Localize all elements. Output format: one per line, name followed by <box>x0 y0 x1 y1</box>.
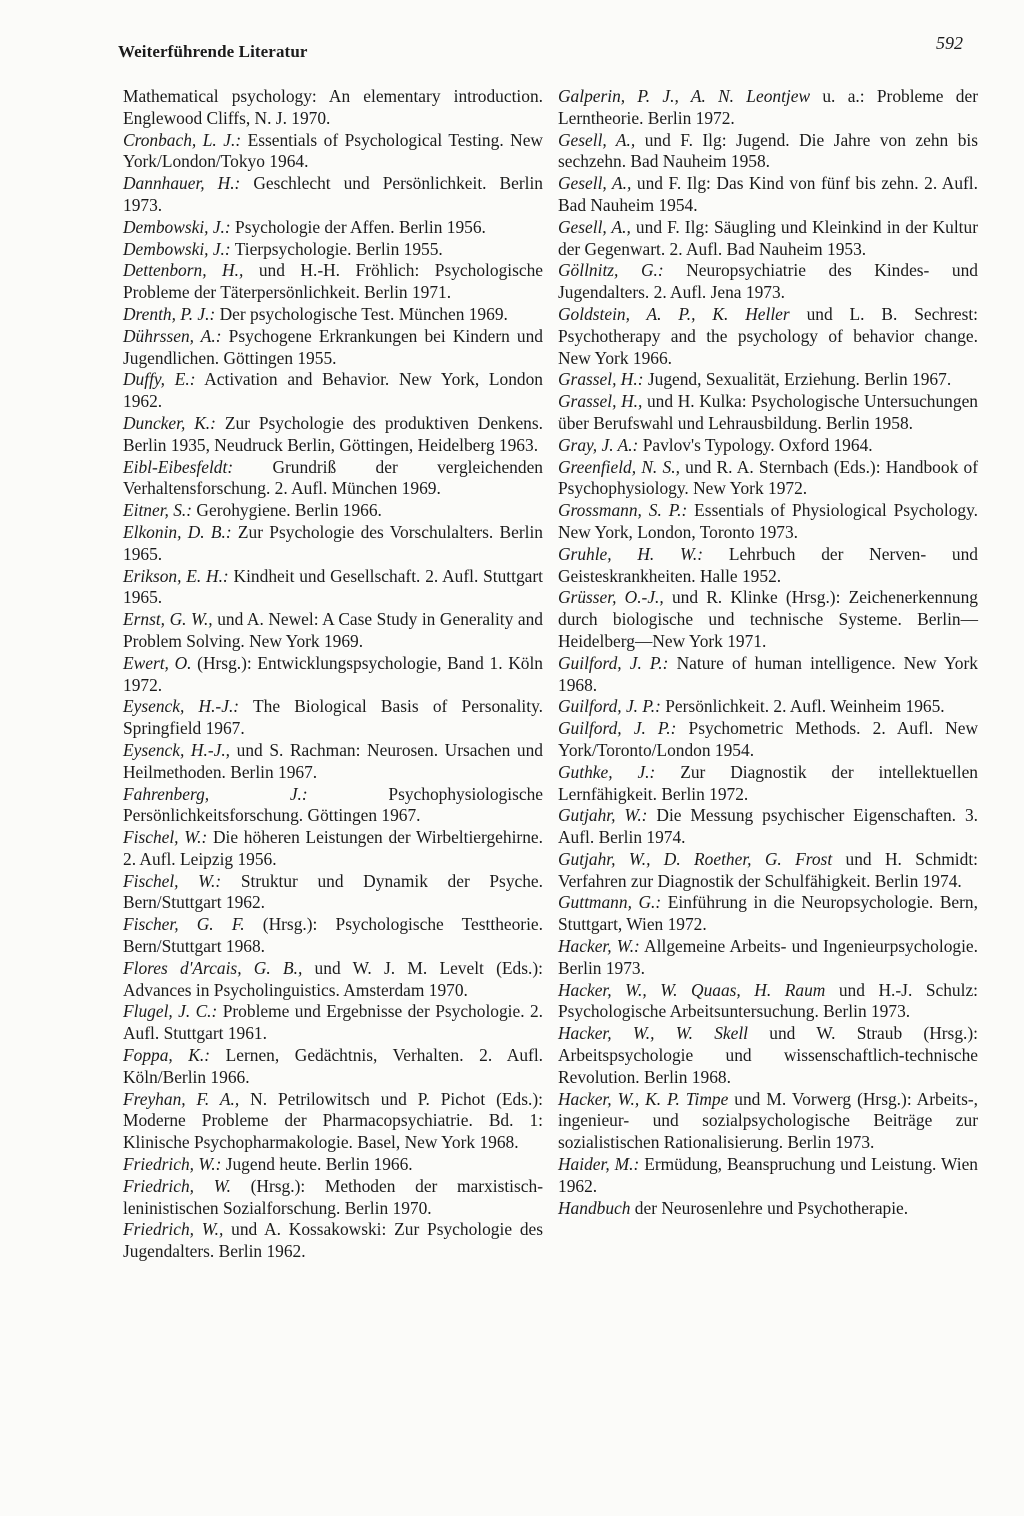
entry-author: Eysenck, H.-J.: <box>123 696 240 717</box>
entry-author: Greenfield, N. S., <box>558 456 680 477</box>
entry-text: Psychologie der Affen. Berlin 1956. <box>230 216 486 237</box>
entry-text: Probleme und Ergebnisse der Psychologie. 2. Aufl. Stuttgart 1961. <box>123 1001 543 1044</box>
entry-author: Haider, M.: <box>558 1154 640 1175</box>
bibliography-entry <box>123 827 543 871</box>
entry-text: Struktur und Dynamik der Psyche. Bern/Stuttgart 1962. <box>123 870 543 913</box>
entry-text: und L. B. Sechrest: Psychotherapy and the psychology of behavior change. New York 1966. <box>558 303 978 368</box>
entry-text: Der psychologische Test. München 1969. <box>215 303 508 324</box>
entry-author: Handbuch <box>558 1197 631 1218</box>
bibliography-entry <box>123 130 543 174</box>
entry-author: Friedrich, W., <box>123 1219 224 1240</box>
entry-author: Erikson, E. H.: <box>123 565 229 586</box>
bibliography-entry <box>123 239 543 261</box>
entry-text: Essentials of Psychological Testing. New York/London/Tokyo 1964. <box>123 129 543 172</box>
entry-author: Hacker, W., W. Skell <box>558 1023 749 1044</box>
bibliography-entry <box>558 369 978 391</box>
entry-author: Elkonin, D. B.: <box>123 521 232 542</box>
entry-text: Die höheren Leistungen der Wirbeltiergehirne. 2. Aufl. Leipzig 1956. <box>123 827 543 869</box>
entry-author: Grassel, H., <box>558 391 643 412</box>
bibliography-entry <box>123 784 543 828</box>
entry-author: Guthke, J.: <box>558 761 656 782</box>
entry-author: Freyhan, F. A., <box>123 1088 240 1109</box>
bibliography-entry <box>123 696 543 740</box>
entry-author: Flugel, J. C.: <box>123 1001 218 1022</box>
bibliography-entry <box>123 1219 543 1263</box>
entry-text: Ermüdung, Beanspruchung und Leistung. Wien 1962. <box>558 1154 978 1196</box>
bibliography-entry <box>558 1198 978 1220</box>
entry-author: Dettenborn, H., <box>123 260 244 281</box>
bibliography-entry <box>123 871 543 915</box>
entry-text: und M. Vorwerg (Hrsg.): Arbeits-, ingenieur- und sozialpsychologische Beiträge zur sozialistischen Rationalisierung. Berlin 1973. <box>558 1088 979 1153</box>
bibliography-entry <box>123 740 543 784</box>
bibliography-entry <box>123 522 543 566</box>
bibliography-entry <box>123 1176 543 1220</box>
entry-text: Zur Psychologie des Vorschulalters. Berlin 1965. <box>123 521 543 564</box>
entry-text: und A. Newel: A Case Study in Generality and Problem Solving. New York 1969. <box>123 609 543 651</box>
entry-text: Tierpsychologie. Berlin 1955. <box>230 238 443 259</box>
bibliography-entry <box>558 1023 978 1088</box>
entry-text: der Neurosenlehre und Psychotherapie. <box>630 1197 909 1218</box>
entry-text: Einführung in die Neuropsychologie. Bern, Stuttgart, Wien 1972. <box>558 892 978 935</box>
entry-author: Hacker, W., K. P. Timpe <box>558 1088 729 1109</box>
entry-text: Zur Psychologie des produktiven Denkens. Berlin 1935, Neudruck Berlin, Göttingen, Heidelberg 1963. <box>123 412 543 455</box>
bibliography-entry <box>558 1089 978 1154</box>
bibliography-entry <box>123 1001 543 1045</box>
bibliography-entry <box>123 609 543 653</box>
bibliography-entry <box>558 130 978 174</box>
entry-text: und W. J. M. Levelt (Eds.): Advances in Psycholinguistics. Amsterdam 1970. <box>123 957 543 1000</box>
entry-text: Lernen, Gedächtnis, Verhalten. 2. Aufl. Köln/Berlin 1966. <box>123 1045 543 1087</box>
bibliography-entry <box>123 1045 543 1089</box>
entry-text: und F. Ilg: Säugling und Kleinkind in der Kultur der Gegenwart. 2. Aufl. Bad Nauheim 1953. <box>558 216 978 259</box>
bibliography-entry <box>558 457 978 501</box>
bibliography-entry <box>558 718 978 762</box>
entry-author: Hacker, W., W. Quaas, H. Raum <box>558 979 826 1000</box>
entry-author: Dührssen, A.: <box>123 325 222 346</box>
entry-author: Cronbach, L. J.: <box>123 129 242 150</box>
entry-author: Hacker, W.: <box>558 936 640 957</box>
bibliography-entry <box>558 435 978 457</box>
bibliography-entry <box>123 217 543 239</box>
entry-text: Geschlecht und Persönlichkeit. Berlin 1973. <box>123 173 543 215</box>
bibliography-entry <box>558 86 978 130</box>
entry-text: Lehrbuch der Nerven- und Geisteskrankheiten. Halle 1952. <box>558 543 978 586</box>
bibliography-entry <box>558 805 978 849</box>
bibliography-column-right <box>558 86 978 1219</box>
entry-text: und R. Klinke (Hrsg.): Zeichenerkennung durch biologische und technische Systeme. Berlin—Heidelberg—New York 1971. <box>558 587 978 651</box>
entry-author: Guilford, J. P.: <box>558 696 661 717</box>
entry-author: Flores d'Arcais, G. B., <box>123 957 303 978</box>
bibliography-entry <box>558 544 978 588</box>
bibliography-entry <box>558 892 978 936</box>
entry-author: Gesell, A., <box>558 173 632 194</box>
entry-author: Ewert, O. <box>123 652 192 673</box>
entry-text: Jugend, Sexualität, Erziehung. Berlin 1967. <box>643 369 952 390</box>
entry-author: Fahrenberg, J.: <box>123 783 308 804</box>
entry-text: und R. A. Sternbach (Eds.): Handbook of Psychophysiology. New York 1972. <box>558 456 978 499</box>
entry-text: (Hrsg.): Psychologische Testtheorie. Bern/Stuttgart 1968. <box>123 914 543 957</box>
bibliography-entry <box>558 849 978 893</box>
bibliography-entry <box>558 1154 978 1198</box>
entry-text: und H. Kulka: Psychologische Untersuchungen über Berufswahl und Lehrausbildung. Berlin 1958. <box>558 391 978 433</box>
entry-text: Psychogene Erkrankungen bei Kindern und Jugendlichen. Göttingen 1955. <box>123 325 544 368</box>
entry-author: Göllnitz, G.: <box>558 260 664 281</box>
bibliography-entry <box>123 1089 543 1154</box>
bibliography-entry <box>558 217 978 261</box>
entry-text: u. a.: Probleme der Lerntheorie. Berlin 1972. <box>558 86 979 128</box>
entry-text: N. Petrilowitsch und P. Pichot (Eds.): Moderne Probleme der Pharmacopsychiatrie. Bd. 1: Klinische Psychopharmakologie. Basel, New York 1968. <box>123 1088 543 1153</box>
bibliography-column-left <box>123 86 543 1263</box>
bibliography-entry <box>123 914 543 958</box>
section-title: Weiterführende Literatur <box>118 42 308 61</box>
bibliography-entry <box>123 566 543 610</box>
entry-author: Gutjahr, W.: <box>558 805 648 826</box>
bibliography-entry <box>558 391 978 435</box>
entry-author: Ernst, G. W., <box>123 609 213 630</box>
entry-author: Grossmann, S. P.: <box>558 500 688 521</box>
entry-text: und H.-H. Fröhlich: Psychologische Probleme der Täterpersönlichkeit. Berlin 1971. <box>123 260 543 303</box>
entry-text: und W. Straub (Hrsg.): Arbeitspsychologie und wissenschaftlich-technische Revolution. Berlin 1968. <box>558 1023 978 1087</box>
bibliography-entry <box>123 86 543 130</box>
entry-author: Dembowski, J.: <box>123 238 231 259</box>
bibliography-entry <box>123 457 543 501</box>
bibliography-entry <box>123 260 543 304</box>
entry-author: Friedrich, W. <box>123 1175 231 1196</box>
bibliography-entry <box>558 260 978 304</box>
bibliography-entry <box>123 500 543 522</box>
entry-text: Gerohygiene. Berlin 1966. <box>192 500 382 521</box>
entry-text: und H.-J. Schulz: Psychologische Arbeitsuntersuchung. Berlin 1973. <box>558 979 978 1022</box>
entry-text: Neuropsychiatrie des Kindes- und Jugendalters. 2. Aufl. Jena 1973. <box>558 260 978 303</box>
entry-text: Die Messung psychischer Eigenschaften. 3. Aufl. Berlin 1974. <box>558 805 978 848</box>
bibliography-entry <box>123 958 543 1002</box>
bibliography-entry <box>558 173 978 217</box>
entry-author: Eysenck, H.-J., <box>123 739 231 760</box>
entry-author: Eibl-Eibesfeldt: <box>123 456 234 477</box>
entry-author: Gesell, A., <box>558 216 631 237</box>
bibliography-entry <box>123 304 543 326</box>
entry-text: Allgemeine Arbeits- und Ingenieurpsychologie. Berlin 1973. <box>558 936 978 978</box>
entry-text: Nature of human intelligence. New York 1968. <box>558 652 978 695</box>
entry-author: Duncker, K.: <box>123 412 216 433</box>
entry-text: Persönlichkeit. 2. Aufl. Weinheim 1965. <box>660 696 945 717</box>
entry-text: Psychometric Methods. 2. Aufl. New York/Toronto/London 1954. <box>558 718 978 760</box>
entry-text: Zur Diagnostik der intellektuellen Lernfähigkeit. Berlin 1972. <box>558 761 978 804</box>
entry-text: Psychophysiologische Persönlichkeitsforschung. Göttingen 1967. <box>123 783 543 826</box>
bibliography-entry <box>123 369 543 413</box>
entry-author: Guttmann, G.: <box>558 892 662 913</box>
entry-text: The Biological Basis of Personality. Springfield 1967. <box>123 696 543 739</box>
entry-author: Eitner, S.: <box>123 500 193 521</box>
entry-author: Dannhauer, H.: <box>123 173 241 194</box>
entry-author: Grassel, H.: <box>558 369 644 390</box>
bibliography-entry <box>558 304 978 369</box>
entry-text: und F. Ilg: Jugend. Die Jahre von zehn bis sechzehn. Bad Nauheim 1958. <box>558 129 978 172</box>
entry-author: Galperin, P. J., A. N. Leontjew <box>558 86 811 106</box>
entry-author: Gray, J. A.: <box>558 434 639 455</box>
entry-author: Grüsser, O.-J., <box>558 587 664 608</box>
entry-text: und S. Rachman: Neurosen. Ursachen und Heilmethoden. Berlin 1967. <box>123 739 543 782</box>
entry-text: und F. Ilg: Das Kind von fünf bis zehn. 2. Aufl. Bad Nauheim 1954. <box>558 173 978 215</box>
bibliography-entry <box>558 936 978 980</box>
entry-author: Fischel, W.: <box>123 827 208 848</box>
bibliography-entry <box>123 1154 543 1176</box>
entry-author: Duffy, E.: <box>123 369 196 390</box>
entry-author: Gesell, A., <box>558 129 636 150</box>
bibliography-entry <box>123 653 543 697</box>
entry-text: Essentials of Physiological Psychology. New York, London, Toronto 1973. <box>558 500 978 542</box>
page-number: 592 <box>936 33 963 53</box>
bibliography-entry <box>558 653 978 697</box>
entry-text: Activation and Behavior. New York, London 1962. <box>123 369 543 412</box>
bibliography-entry <box>558 587 978 652</box>
entry-author: Guilford, J. P.: <box>558 718 677 739</box>
entry-text: Pavlov's Typology. Oxford 1964. <box>638 434 873 455</box>
entry-text: und A. Kossakowski: Zur Psychologie des Jugendalters. Berlin 1962. <box>123 1219 543 1262</box>
entry-author: Fischel, W.: <box>123 870 222 891</box>
entry-text: Jugend heute. Berlin 1966. <box>221 1154 413 1175</box>
bibliography-entry <box>558 762 978 806</box>
entry-text: und H. Schmidt: Verfahren zur Diagnostik der Schulfähigkeit. Berlin 1974. <box>558 848 979 891</box>
bibliography-entry <box>123 326 543 370</box>
entry-author: Drenth, P. J.: <box>123 303 216 324</box>
bibliography-entry <box>558 696 978 718</box>
entry-author: Dembowski, J.: <box>123 216 231 237</box>
entry-text: Grundriß der vergleichenden Verhaltensforschung. 2. Aufl. München 1969. <box>123 456 543 499</box>
entry-author: Gutjahr, W., D. Roether, G. Frost <box>558 848 833 869</box>
bibliography-entry <box>558 980 978 1024</box>
bibliography-entry <box>123 173 543 217</box>
entry-author: Fischer, G. F. <box>123 914 245 935</box>
entry-author: Goldstein, A. P., K. Heller <box>558 303 790 324</box>
entry-author: Foppa, K.: <box>123 1045 211 1066</box>
entry-text: Mathematical psychology: An elementary introduction. Englewood Cliffs, N. J. 1970. <box>123 86 543 128</box>
entry-author: Gruhle, H. W.: <box>558 543 704 564</box>
entry-text: Kindheit und Gesellschaft. 2. Aufl. Stuttgart 1965. <box>123 565 544 608</box>
entry-author: Friedrich, W.: <box>123 1154 222 1175</box>
entry-author: Guilford, J. P.: <box>558 652 669 673</box>
bibliography-entry <box>558 500 978 544</box>
entry-text: (Hrsg.): Methoden der marxistisch-leninistischen Sozialforschung. Berlin 1970. <box>123 1175 543 1218</box>
entry-text: (Hrsg.): Entwicklungspsychologie, Band 1. Köln 1972. <box>123 652 543 695</box>
bibliography-entry <box>123 413 543 457</box>
